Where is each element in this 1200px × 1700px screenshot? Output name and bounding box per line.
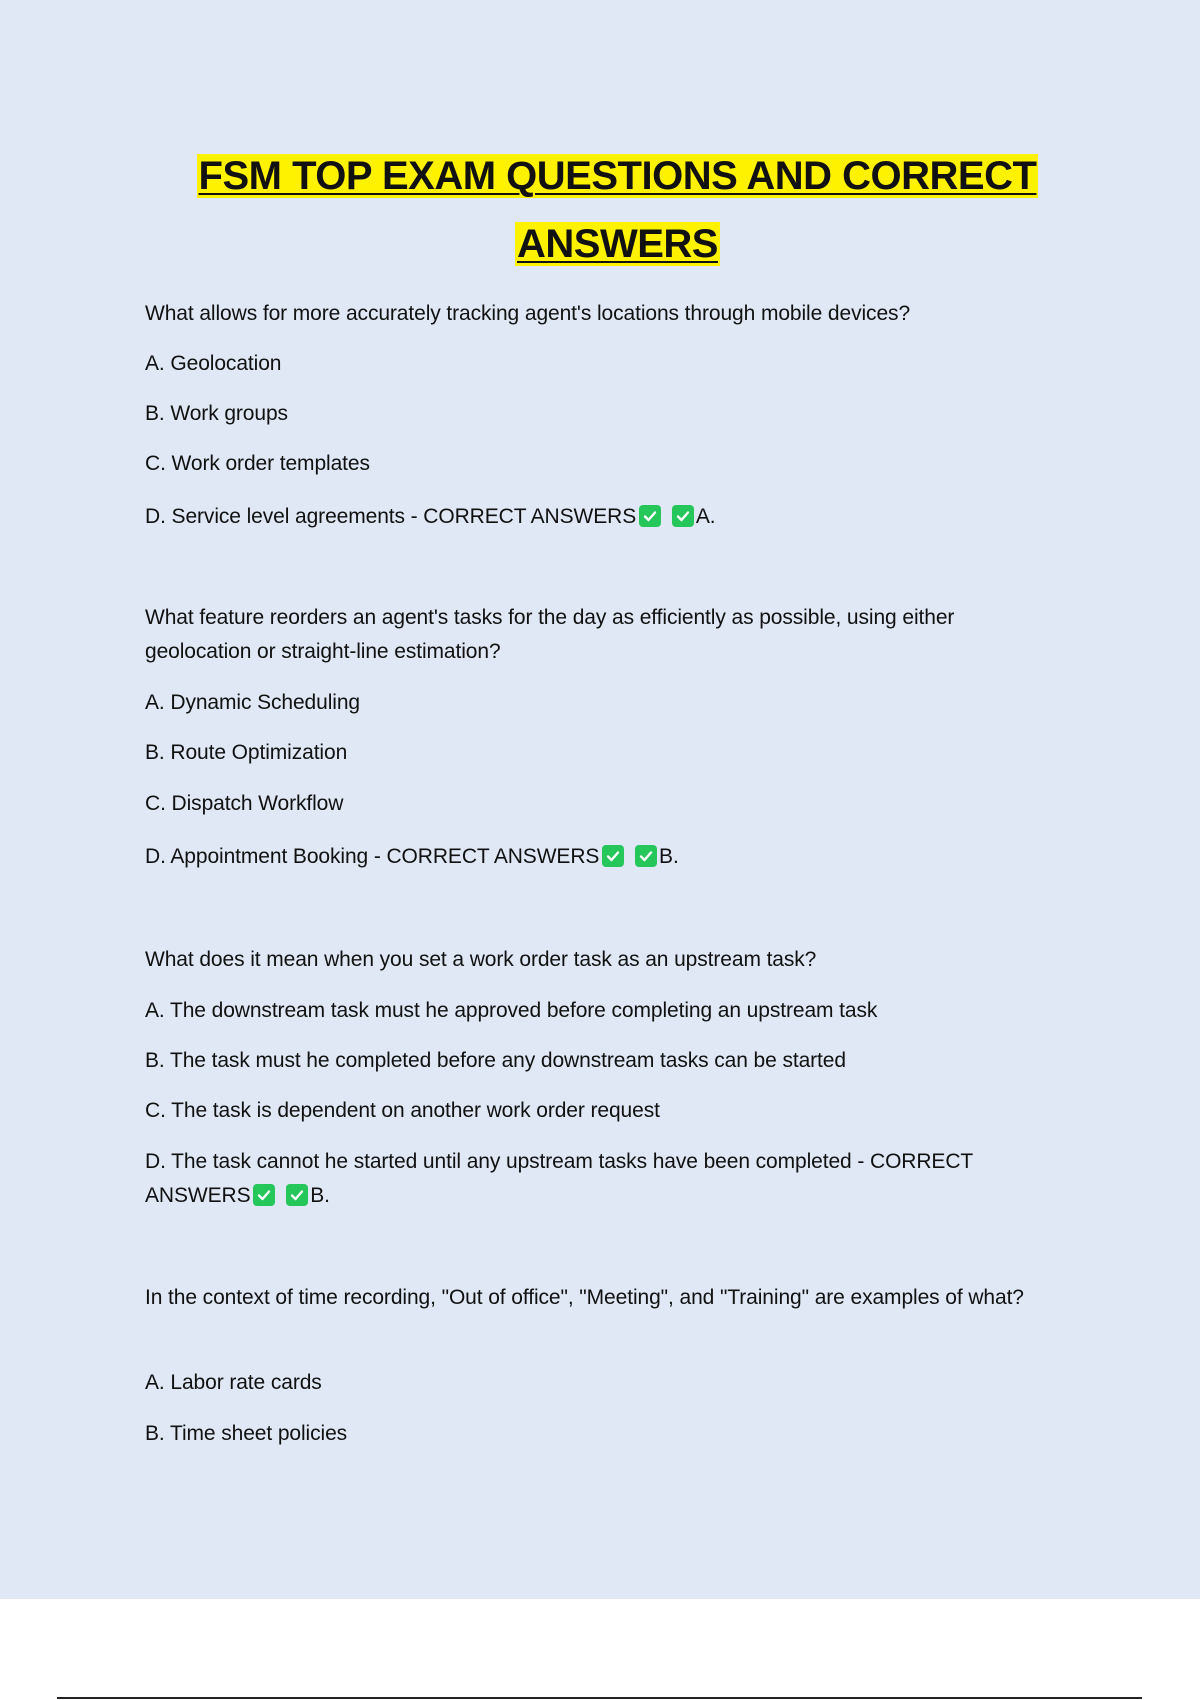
question-1-text: What allows for more accurately tracking agent's locations through mobile devices? [145, 302, 911, 325]
question-2-option-c: C. Dispatch Workflow [145, 792, 344, 815]
question-2-text: What feature reorders an agent's tasks for the day as efficiently as possible, using either geolocation or straight-line estimation? [145, 606, 955, 663]
question-4-option-b: B. Time sheet policies [145, 1422, 348, 1445]
question-1-option-a: A. Geolocation [145, 352, 282, 375]
check-mark-icon [672, 505, 694, 527]
title-highlight: FSM TOP EXAM QUESTIONS AND CORRECT ANSWERS [198, 154, 1037, 266]
question-1-answer: A. [695, 505, 716, 528]
question-1-option-c: C. Work order templates [145, 452, 370, 475]
question-3-text: What does it mean when you set a work order task as an upstream task? [145, 948, 817, 971]
question-1-option-d-line [145, 500, 1045, 534]
footer-divider [57, 1697, 1142, 1699]
correct-answers-marker: - CORRECT ANSWERS [410, 505, 637, 528]
check-mark-icon [253, 1184, 275, 1206]
check-mark-icon [602, 845, 624, 867]
question-3-option-b: B. The task must he completed before any downstream tasks can be started [145, 1049, 846, 1072]
correct-answers-marker: - CORRECT ANSWERS [145, 1150, 973, 1207]
question-2-option-d-line [145, 840, 1045, 874]
question-4-option-a: A. Labor rate cards [145, 1371, 322, 1394]
document-title [130, 142, 1105, 278]
question-2-option-b: B. Route Optimization [145, 741, 348, 764]
question-4-text: In the context of time recording, "Out of office", "Meeting", and "Training" are examples of what? [145, 1286, 1024, 1309]
question-3-answer: B. [310, 1184, 330, 1207]
check-mark-icon [635, 845, 657, 867]
check-mark-icon [286, 1184, 308, 1206]
question-2-option-a: A. Dynamic Scheduling [145, 691, 361, 714]
question-3-option-c: C. The task is dependent on another work order request [145, 1099, 660, 1122]
question-3-option-d-line [145, 1145, 1045, 1213]
question-3-option-d: D. The task cannot he started until any upstream tasks have been completed [145, 1150, 852, 1173]
question-1-option-d: D. Service level agreements [145, 505, 405, 528]
question-2-option-d: D. Appointment Booking [145, 845, 369, 868]
question-3-option-a: A. The downstream task must he approved before completing an upstream task [145, 999, 878, 1022]
correct-answers-marker: - CORRECT ANSWERS [373, 845, 600, 868]
check-mark-icon [639, 505, 661, 527]
question-1-option-b: B. Work groups [145, 402, 288, 425]
question-2-answer: B. [659, 845, 679, 868]
